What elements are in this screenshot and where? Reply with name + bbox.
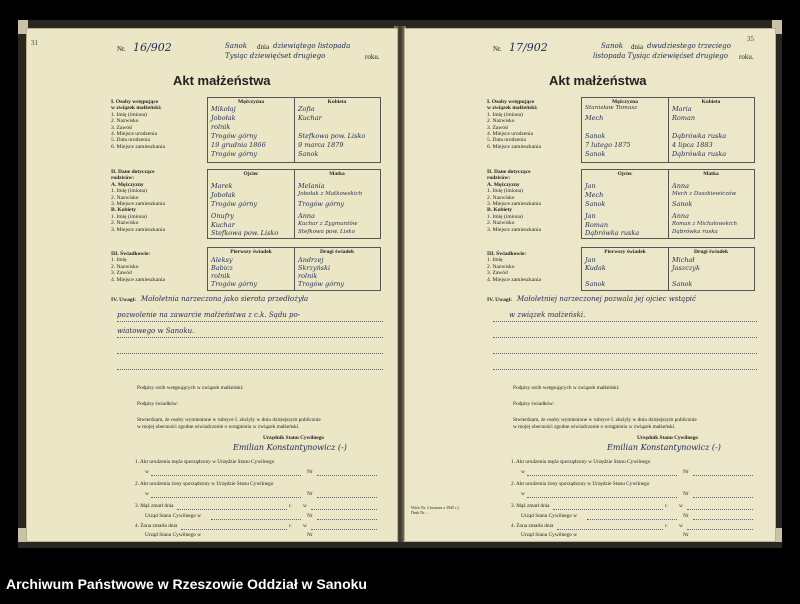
bride-birthplace: Dąbrówka ruska	[672, 132, 727, 140]
signatures-spouses-label: Podpisy osób wstępujących w związek małżeński:	[513, 385, 620, 391]
col-header-witness1: Pierwszy świadek	[604, 249, 646, 255]
page-number: 35	[747, 35, 754, 43]
witness1-residence: Trogów górny	[211, 280, 258, 288]
page-title: Akt małżeństwa	[173, 73, 271, 88]
record-day: dziewiątego listopada	[273, 42, 351, 50]
groom-residence: Trogów górny	[211, 150, 258, 158]
bride-birthdate: 4 lipca 1883	[672, 141, 713, 149]
col-header-man: Mężczyzna	[238, 99, 264, 105]
groom-mother-residence: Sanok	[672, 200, 693, 208]
col-header-woman: Kobieta	[327, 99, 347, 105]
bride-father-name: Onufry	[211, 212, 234, 220]
record-day: dwudziestego trzeciego	[647, 42, 731, 50]
bride-name: Zofia	[298, 105, 315, 113]
remark-rule	[493, 321, 757, 322]
parents-grid	[207, 169, 381, 239]
bride-mother-surname: Roman z Michałowskich	[672, 221, 738, 227]
witnesses-grid	[581, 247, 755, 291]
groom-name: Mikołaj	[211, 105, 236, 113]
page-title: Akt małżeństwa	[549, 73, 647, 88]
witness2-surname: Jaszczyk	[672, 264, 700, 272]
signatures-witnesses-label: Podpisy świadków:	[137, 401, 179, 407]
registrar-label: Urzędnik Stanu Cywilnego	[263, 435, 324, 441]
witness1-profession: rolnik	[211, 272, 231, 280]
nr-label: Nr.	[117, 45, 126, 53]
groom-residence: Sanok	[585, 150, 606, 158]
section-witnesses-labels: III. Świadkowie: 1. Imię 2. Nazwisko 3. Zawód 4. Miejsce zamieszkania	[111, 251, 165, 283]
bride-name: Maria	[672, 105, 692, 113]
remark-rule	[117, 337, 383, 338]
col-header-man: Mężczyzna	[612, 99, 638, 105]
bride-father-surname: Roman	[585, 221, 609, 229]
col-header-witness2: Drugi świadek	[693, 249, 729, 255]
year-label: roku.	[365, 53, 380, 61]
groom-mother-surname: Mech z Daszkiewiczów	[672, 191, 737, 197]
record-number: 16/902	[133, 41, 172, 54]
signatures-spouses-label: Podpisy osób wstępujących w związek małżeński:	[137, 385, 244, 391]
groom-profession: rolnik	[211, 123, 231, 131]
groom-birthplace: Sanok	[585, 132, 606, 140]
bride-mother-name: Anna	[298, 212, 315, 220]
remark-rule	[493, 337, 757, 338]
bride-father-residence: Dąbrówka ruska	[585, 229, 640, 237]
parents-grid	[581, 169, 755, 239]
persons-grid	[207, 97, 381, 163]
registrar-signature: Emilian Konstantynowicz (-)	[607, 443, 721, 452]
bride-father-surname: Kuchar	[211, 221, 235, 229]
groom-father-name: Jan	[585, 182, 596, 190]
archive-caption: Archiwum Państwowe w Rzeszowie Oddział w Sanoku	[6, 576, 367, 592]
col-header-witness1: Pierwszy świadek	[230, 249, 272, 255]
col-header-witness2: Drugi świadek	[319, 249, 355, 255]
book-spread	[18, 20, 782, 548]
remark-line-1: Małoletnia narzeczona jako sierota przedłożyła	[141, 295, 309, 303]
witness2-profession: rolnik	[298, 272, 318, 280]
remarks-label: IV. Uwagi:	[111, 297, 136, 303]
bride-mother-residence: Stefkowa pow. Lisko	[298, 229, 355, 235]
printer-imprint: Wzór Nr. 2 (ustawa z 1945 r.) Druk Nr ...	[411, 505, 459, 515]
remark-rule	[117, 369, 383, 370]
remark-line-2: pozwolenie na zawarcie małżeństwa z c.k. Sądu po-	[117, 311, 301, 319]
right-page: 35 Nr. 17/902 Sanok dnia dwudziestego trzeciego listopada Tysiąc dziewięćset drugiego roku. Akt małżeństwa I. Osoby wstępujące w związek małżeński: 1. Imię (imiona) 2. Nazwisko 3. Zawód 4. Miejsce urodzenia 5. Data urodzenia 6. Miejsce zamieszkania Mężczyzna Kobieta Stanisław Tomasz Mech Sanok 7 lutego 1875 Sanok Maria Roman Dąbrówka ruska 4 lipca 1883 Dąbrówka ruska II. Dane dotyczące rodziców: A. Mężczyzny 1. Imię (imiona) 2. Nazwisko 3. Miejsce zamieszkania B. Kobiety 1. Imię (imiona) 2. Nazwisko 3. Miejsce zamieszkania Ojciec Matka Jan Mech Sanok Jan Roman Dąbrówka ruska Anna Mech z Daszkiewiczów Sanok Anna Roman z Michałowskich Dąbrówka ruska III. Świadkowie: 1. Imię 2. Nazwisko 3. Zawód 4. Miejsce zamieszkania Pierwszy świadek Drugi świadek Jan Kudak Sanok Michał Jaszczyk Sanok IV. Uwagi: Małoletniej narzeczonej pozwala jej ojciec wstąpić w związek małżeński. Podpisy osób wstępujących w związek małżeński: Podpisy świadków: Stwierdzam, że osoby wymienione w rubryce I. złożyły w dniu dzisiejszym publicznie w mojej obecności zgodne oświadczenie o wstąpieniu w związek małżeński. Urzędnik Stanu Cywilnego Emilian Konstantynowicz (-) 1. Akt urodzenia męża sporządzony w Urzędzie Stanu Cywilnego w Nr 2. Akt urodzenia żony sporządzony w Urzędzie Stanu Cywilnego w Nr 3. Mąż zmarł dnia r. w Urząd Stanu Cywilnego w Nr 4. Żona zmarła dnia r. w Urząd Stanu Cywilnego w Nr Wzór Nr. 2 (ustawa z 1945 r.) Druk Nr ...	[404, 28, 776, 542]
section-persons-labels: I. Osoby wstępujące w związek małżeński: 1. Imię (imiona) 2. Nazwisko 3. Zawód 4. Miejsce urodzenia 5. Data urodzenia 6. Miejsce zamieszkania	[487, 99, 541, 150]
remark-rule	[493, 369, 757, 370]
groom-birthplace: Trogów górny	[211, 132, 258, 140]
remark-rule	[117, 321, 383, 322]
witness1-residence: Sanok	[585, 280, 606, 288]
day-label: dnia	[257, 43, 270, 51]
groom-mother-residence: Trogów górny	[298, 200, 345, 208]
col-header-father: Ojciec	[243, 171, 259, 177]
bride-mother-surname: Kuchar z Zygmuntów	[298, 221, 358, 227]
registrar-label: Urzędnik Stanu Cywilnego	[637, 435, 698, 441]
statement-line-2: w mojej obecności zgodne oświadczenie o wstąpieniu w związek małżeński.	[513, 424, 676, 430]
witness2-name: Michał	[672, 256, 695, 264]
remarks-label: IV. Uwagi:	[487, 297, 512, 303]
groom-birthdate: 19 grudnia 1866	[211, 141, 266, 149]
groom-surname: Jobołak	[211, 114, 236, 122]
col-header-mother: Matka	[329, 171, 345, 177]
persons-grid	[581, 97, 755, 163]
year-label: roku.	[739, 53, 754, 61]
groom-mother-surname: Jobołak z Matkowskich	[298, 191, 363, 197]
bride-surname: Kuchar	[298, 114, 322, 122]
groom-father-surname: Mech	[585, 191, 604, 199]
remark-rule	[493, 353, 757, 354]
groom-father-residence: Sanok	[585, 200, 606, 208]
witnesses-grid	[207, 247, 381, 291]
witness2-residence: Trogów górny	[298, 280, 345, 288]
bride-father-residence: Stefkowa pow. Lisko	[211, 229, 279, 237]
statement-line-1: Stwierdzam, że osoby wymienione w rubryce I. złożyły w dniu dzisiejszym publicznie	[137, 417, 321, 423]
groom-mother-name: Anna	[672, 182, 689, 190]
record-year: listopada Tysiąc dziewięćset drugiego	[593, 52, 728, 60]
margin-number: 31	[31, 39, 38, 47]
col-header-father: Ojciec	[617, 171, 633, 177]
bride-mother-residence: Dąbrówka ruska	[672, 229, 718, 235]
section-witnesses-labels: III. Świadkowie: 1. Imię 2. Nazwisko 3. Zawód 4. Miejsce zamieszkania	[487, 251, 541, 283]
record-year: Tysiąc dziewięćset drugiego	[225, 52, 326, 60]
witness1-name: Jan	[585, 256, 596, 264]
remark-rule	[117, 353, 383, 354]
section-persons-labels: I. Osoby wstępujące w związek małżeński: 1. Imię (imiona) 2. Nazwisko 3. Zawód 4. Miejsce urodzenia 5. Data urodzenia 6. Miejsce zamieszkania	[111, 99, 165, 150]
witness1-surname: Kudak	[585, 264, 606, 272]
witness1-name: Aleksy	[211, 256, 233, 264]
witness2-name: Andrzej	[298, 256, 324, 264]
groom-name: Stanisław Tomasz	[585, 105, 638, 111]
remark-line-3: wiatowego w Sanoku.	[117, 327, 195, 335]
col-header-mother: Matka	[703, 171, 719, 177]
record-number: 17/902	[509, 41, 548, 54]
col-header-woman: Kobieta	[701, 99, 721, 105]
bride-residence: Sanok	[298, 150, 319, 158]
groom-father-surname: Jobołak	[211, 191, 236, 199]
witness2-residence: Sanok	[672, 280, 693, 288]
groom-mother-name: Melania	[298, 182, 325, 190]
groom-surname: Mech	[585, 114, 604, 122]
nr-label: Nr.	[493, 45, 502, 53]
bride-residence: Dąbrówka ruska	[672, 150, 727, 158]
bride-surname: Roman	[672, 114, 696, 122]
bride-mother-name: Anna	[672, 212, 689, 220]
statement-line-2: w mojej obecności zgodne oświadczenie o wstąpieniu w związek małżeński.	[137, 424, 300, 430]
groom-father-name: Marek	[211, 182, 233, 190]
groom-birthdate: 7 lutego 1875	[585, 141, 631, 149]
witness2-surname: Skrzyński	[298, 264, 331, 272]
left-page: 31 Nr. 16/902 Sanok dnia dziewiątego listopada Tysiąc dziewięćset drugiego roku. Akt małżeństwa I. Osoby wstępujące w związek małżeński: 1. Imię (imiona) 2. Nazwisko 3. Zawód 4. Miejsce urodzenia 5. Data urodzenia 6. Miejsce zamieszkania Mężczyzna Kobieta Mikołaj Jobołak rolnik Trogów górny 19 grudnia 1866 Trogów górny Zofia Kuchar Stefkowa pow. Lisko 9 marca 1879 Sanok II. Dane dotyczące rodziców: A. Mężczyzny 1. Imię (imiona) 2. Nazwisko 3. Miejsce zamieszkania B. Kobiety 1. Imię (imiona) 2. Nazwisko 3. Miejsce zamieszkania Ojciec Matka Marek Jobołak Trogów górny Onufry Kuchar Stefkowa pow. Lisko Melania Jobołak z Matkowskich Trogów górny Anna Kuchar z Zygmuntów Stefkowa pow. Lisko III. Świadkowie: 1. Imię 2. Nazwisko 3. Zawód 4. Miejsce zamieszkania Pierwszy świadek Drugi świadek Aleksy Babicz rolnik Trogów górny Andrzej Skrzyński rolnik Trogów górny IV. Uwagi: Małoletnia narzeczona jako sierota przedłożyła pozwolenie na zawarcie małżeństwa z c.k. Sądu po- wiatowego w Sanoku. Podpisy osób wstępujących w związek małżeński: Podpisy świadków: Stwierdzam, że osoby wymienione w rubryce I. złożyły w dniu dzisiejszym publicznie w mojej obecności zgodne oświadczenie o wstąpieniu w związek małżeński. Urzędnik Stanu Cywilnego Emilian Konstantynowicz (-) 1. Akt urodzenia męża sporządzony w Urzędzie Stanu Cywilnego w Nr 2. Akt urodzenia żony sporządzony w Urzędzie Stanu Cywilnego w Nr 3. Mąż zmarł dnia r. w Urząd Stanu Cywilnego w Nr 4. Żona zmarła dnia r. w Urząd Stanu Cywilnego w Nr	[26, 28, 398, 542]
bride-birthdate: 9 marca 1879	[298, 141, 344, 149]
bride-father-name: Jan	[585, 212, 596, 220]
signatures-witnesses-label: Podpisy świadków:	[513, 401, 555, 407]
statement-line-1: Stwierdzam, że osoby wymienione w rubryce I. złożyły w dniu dzisiejszym publicznie	[513, 417, 697, 423]
witness1-surname: Babicz	[211, 264, 233, 272]
day-label: dnia	[631, 43, 644, 51]
remark-line-2: w związek małżeński.	[509, 311, 586, 319]
record-place: Sanok	[225, 42, 247, 50]
remark-line-1: Małoletniej narzeczonej pozwala jej ojciec wstąpić	[517, 295, 696, 303]
record-place: Sanok	[601, 42, 623, 50]
registrar-signature: Emilian Konstantynowicz (-)	[233, 443, 347, 452]
groom-father-residence: Trogów górny	[211, 200, 258, 208]
section-parents-labels: II. Dane dotyczące rodziców: A. Mężczyzny 1. Imię (imiona) 2. Nazwisko 3. Miejsce zamieszkania B. Kobiety 1. Imię (imiona) 2. Nazwisko 3. Miejsce zamieszkania	[111, 169, 165, 233]
bride-birthplace: Stefkowa pow. Lisko	[298, 132, 366, 140]
section-parents-labels: II. Dane dotyczące rodziców: A. Mężczyzny 1. Imię (imiona) 2. Nazwisko 3. Miejsce zamieszkania B. Kobiety 1. Imię (imiona) 2. Nazwisko 3. Miejsce zamieszkania	[487, 169, 541, 233]
